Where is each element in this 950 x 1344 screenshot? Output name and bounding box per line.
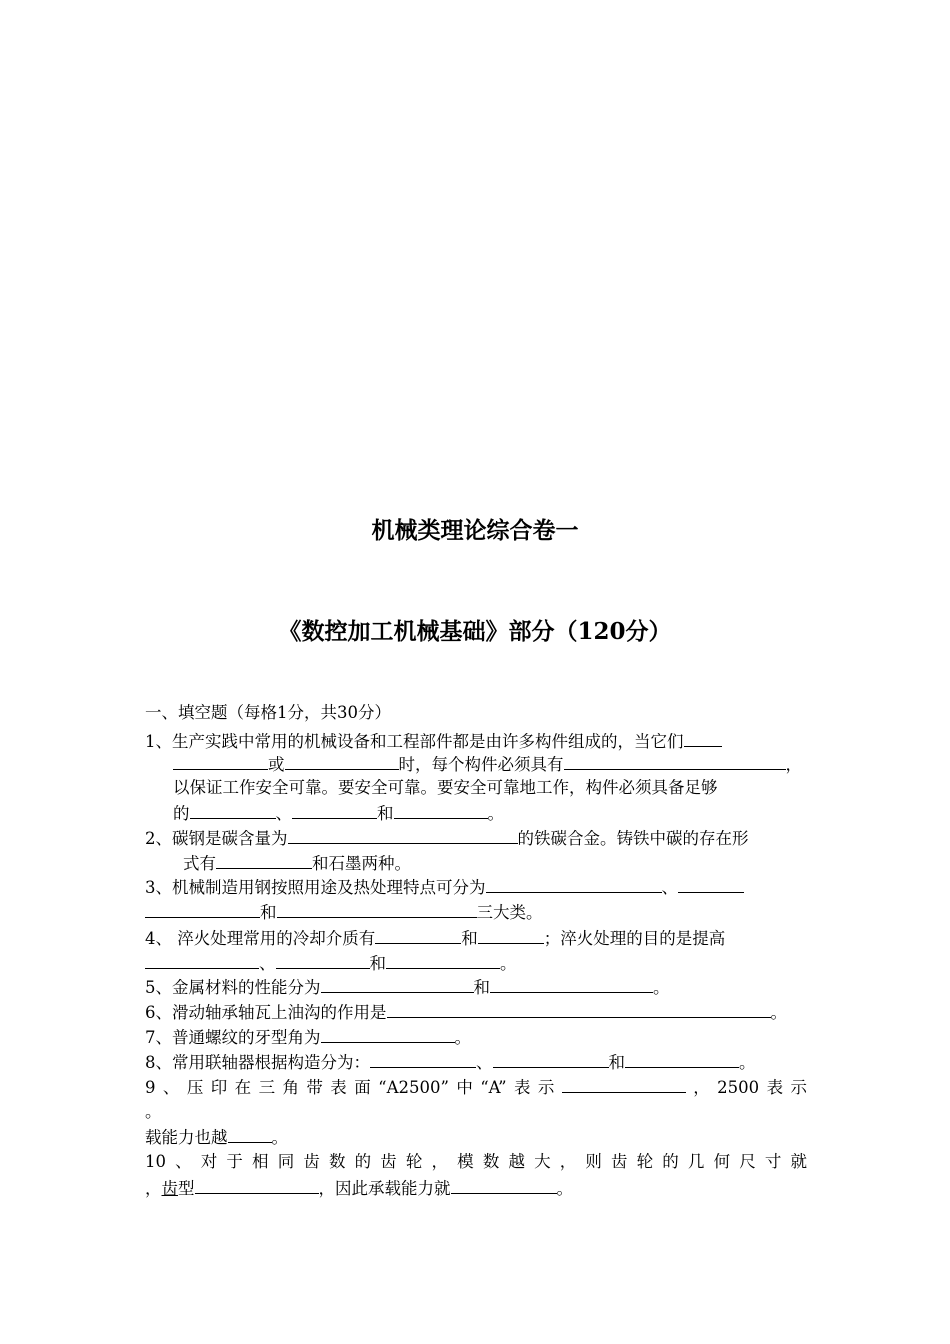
q1-blank-4[interactable] [190, 800, 276, 819]
q9-text-a2: ，2500表示 [685, 1078, 807, 1097]
q9-text-c2: 。 [271, 1128, 288, 1147]
q10-text-b5: 。 [556, 1179, 573, 1198]
question-3-line-2 [145, 899, 543, 923]
question-4-line-2 [145, 950, 517, 974]
q2-text-a2: 的铁碳合金。铸铁中碳的存在形 [517, 829, 749, 848]
q5-text-a3: 。 [653, 978, 670, 997]
question-6 [145, 999, 787, 1023]
q2-blank-2[interactable] [216, 850, 312, 869]
q1-text-c: 以保证工作安全可靠。要安全可靠。要安全可靠地工作，构件必须具备足够 [173, 778, 718, 797]
q10-text-b3: 型 [178, 1179, 195, 1198]
q10-text-a: 10、对于相同齿数的齿轮，模数越大，则齿轮的几何尺寸就 [145, 1152, 807, 1171]
q6-text-a1: 6、滑动轴承轴瓦上油沟的作用是 [145, 1003, 387, 1022]
q4-blank-1[interactable] [375, 925, 461, 944]
q2-text-b1: 式有 [183, 854, 216, 873]
q7-blank-1[interactable] [321, 1024, 455, 1043]
q1-text-d1: 的 [173, 804, 190, 823]
question-10-line-2 [145, 1175, 573, 1199]
q8-blank-2[interactable] [493, 1049, 609, 1068]
q4-blank-3[interactable] [145, 950, 259, 969]
page-title: 机械类理论综合卷一 [371, 517, 579, 544]
q1-text-d2: 、 [275, 804, 292, 823]
question-1-line-4 [173, 800, 504, 824]
q1-blank-2[interactable] [285, 751, 399, 770]
q1-text-d3: 和 [377, 804, 394, 823]
q6-blank-1[interactable] [387, 999, 771, 1018]
q3-text-b2: 三大类。 [476, 903, 543, 922]
q1-text-b2: 时，每个构件必须具有 [398, 755, 564, 774]
q8-text-a1: 8、常用联轴器根据构造分为： [145, 1053, 370, 1072]
question-4-line-1 [145, 925, 725, 949]
q9-text-b: 。 [145, 1102, 162, 1121]
q5-blank-2[interactable] [490, 974, 653, 993]
question-2-line-2 [183, 850, 411, 874]
q3-text-b1: 和 [260, 903, 277, 922]
q8-text-a3: 和 [608, 1053, 625, 1072]
question-1-line-2 [173, 751, 802, 775]
q7-text-a2: 。 [454, 1028, 471, 1047]
q1-blank-3[interactable] [564, 751, 786, 770]
q8-text-a2: 、 [476, 1053, 493, 1072]
q10-blank-1[interactable] [195, 1175, 319, 1194]
q1-blank-1b[interactable] [173, 751, 268, 770]
q1-text-b1: 或 [268, 755, 285, 774]
q3-blank-1[interactable] [486, 874, 662, 893]
q4-text-b3: 。 [500, 954, 517, 973]
q5-text-a2: 和 [473, 978, 490, 997]
q10-blank-2[interactable] [451, 1175, 557, 1194]
q2-text-b2: 和石墨两种。 [312, 854, 411, 873]
q10-text-b4: ，因此承载能力就 [318, 1179, 451, 1198]
question-9-line-1 [145, 1074, 807, 1098]
q1-text-d4: 。 [487, 804, 504, 823]
q7-text-a1: 7、普通螺纹的牙型角为 [145, 1028, 321, 1047]
q1-text-a: 1、生产实践中常用的机械设备和工程部件都是由许多构件组成的，当它们 [145, 732, 684, 751]
q4-text-a3: ；淬火处理的目的是提高 [543, 929, 726, 948]
q9-text-a1: 9、压印在三角带表面“A2500”中“A”表示 [145, 1078, 562, 1097]
q4-text-a2: 和 [461, 929, 478, 948]
q5-blank-1[interactable] [321, 974, 474, 993]
q4-text-b1: 、 [259, 954, 276, 973]
q8-blank-3[interactable] [625, 1049, 739, 1068]
q1-blank-6[interactable] [394, 800, 488, 819]
q9-text-c1: 载能力也越 [145, 1128, 228, 1147]
q2-blank-1[interactable] [288, 825, 518, 844]
page-subtitle: 《数控加工机械基础》部分（120分） [278, 618, 672, 645]
q4-blank-4[interactable] [276, 950, 370, 969]
q10-text-b2: 齿 [161, 1179, 178, 1198]
q3-text-a2: 、 [661, 878, 678, 897]
q4-text-b2: 和 [369, 954, 386, 973]
q3-blank-3[interactable] [277, 899, 477, 918]
question-3-line-1 [145, 874, 744, 898]
q6-text-a2: 。 [770, 1003, 787, 1022]
question-5 [145, 974, 670, 998]
q4-text-a1: 4、 淬火处理常用的冷却介质有 [145, 929, 376, 948]
question-2-line-1 [145, 825, 749, 849]
q1-blank-1a[interactable] [684, 728, 722, 747]
q8-blank-1[interactable] [370, 1049, 476, 1068]
q4-blank-5[interactable] [386, 950, 500, 969]
section-heading: 一、填空题（每格1分，共30分） [145, 703, 391, 722]
q8-text-a4: 。 [739, 1053, 756, 1072]
q3-blank-2a[interactable] [678, 874, 744, 893]
q3-blank-2b[interactable] [145, 899, 260, 918]
q4-blank-2[interactable] [478, 925, 544, 944]
question-8 [145, 1049, 756, 1073]
q3-text-a1: 3、机械制造用钢按照用途及热处理特点可分为 [145, 878, 486, 897]
q1-text-b3: ， [785, 755, 802, 774]
q5-text-a1: 5、金属材料的性能分为 [145, 978, 321, 997]
question-7 [145, 1024, 471, 1048]
question-9-line-3 [145, 1124, 288, 1148]
q9-blank-1[interactable] [562, 1074, 686, 1093]
q2-text-a1: 2、碳钢是碳含量为 [145, 829, 288, 848]
question-1-line-1 [145, 728, 722, 752]
q1-blank-5[interactable] [292, 800, 377, 819]
q10-text-b1: ， [145, 1179, 162, 1198]
q9-blank-2[interactable] [228, 1124, 272, 1143]
